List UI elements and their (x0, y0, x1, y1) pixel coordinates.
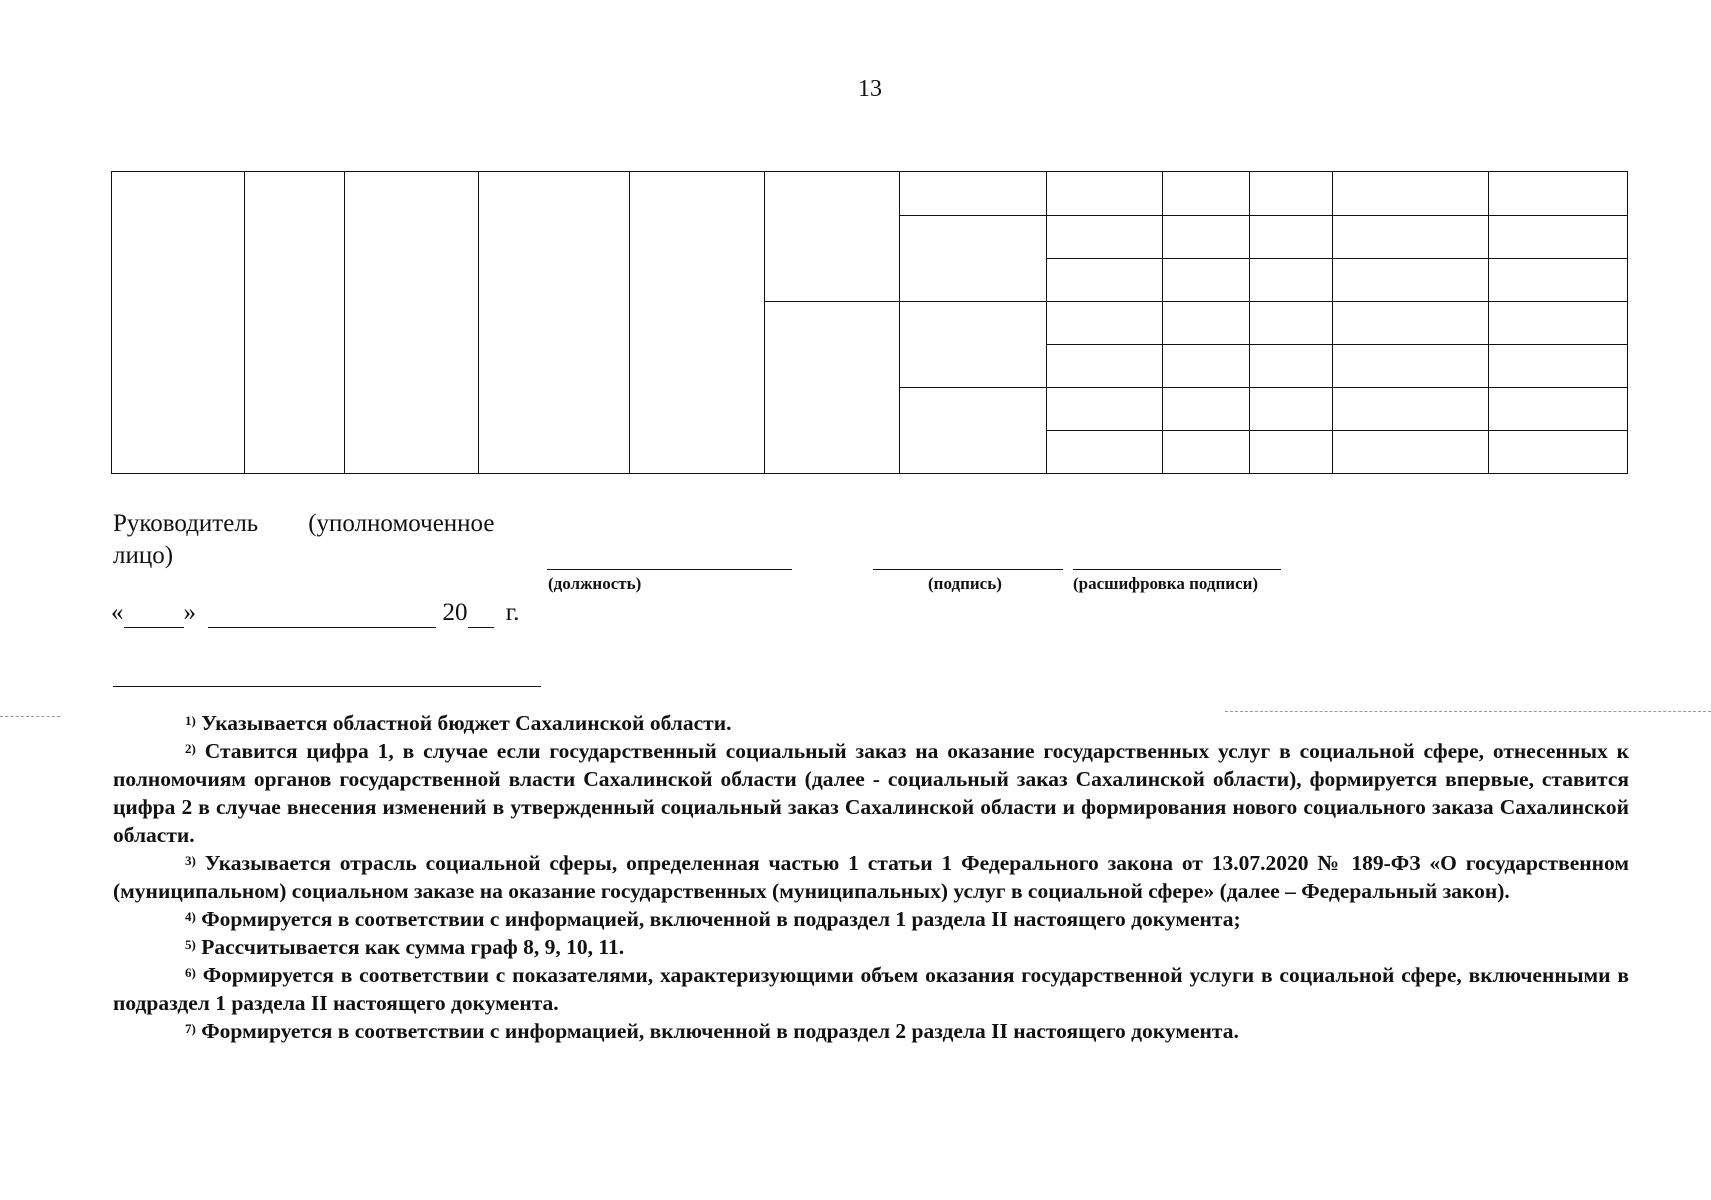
table-row-divider (764, 301, 1627, 302)
footnote-1 (113, 709, 1629, 737)
footnote-7 (113, 1017, 1629, 1045)
table-row-divider (1046, 344, 1627, 345)
table-row-divider (899, 387, 1627, 388)
date-line (111, 599, 519, 628)
footnote-6 (113, 961, 1629, 1017)
signature-title-part2: (уполномоченное (308, 510, 495, 537)
signature-caption: (подпись) (928, 574, 1002, 593)
year-blank (468, 599, 494, 628)
date-close-quote: » (183, 599, 196, 626)
table-column-divider (1046, 172, 1047, 473)
signature-line (873, 569, 1063, 570)
table-column-divider (1249, 172, 1250, 473)
footnote-mark: 7) (185, 1021, 196, 1036)
table-column-divider (1162, 172, 1163, 473)
signature-title-part3: лицо) (113, 542, 174, 569)
signature-title-part1: Руководитель (113, 510, 259, 537)
footnote-mark: 1) (185, 713, 196, 728)
page-number: 13 (858, 76, 882, 102)
footnote-text: Формируется в соответствии с информацией, включенной в подраздел 2 раздела II настоящего документа. (201, 1019, 1239, 1043)
footnote-2 (113, 737, 1629, 849)
footnote-mark: 4) (185, 909, 196, 924)
empty-table-grid (111, 171, 1628, 474)
day-blank (124, 599, 184, 628)
footnote-mark: 5) (185, 937, 196, 952)
year-suffix: г. (505, 599, 520, 626)
position-caption: (должность) (548, 574, 642, 593)
table-column-divider (244, 172, 245, 473)
footnotes (113, 709, 1629, 1045)
table-column-divider (1332, 172, 1333, 473)
year-prefix: 20 (442, 599, 468, 626)
decoding-line (1073, 569, 1281, 570)
footnote-mark: 3) (185, 853, 196, 868)
footnote-5 (113, 933, 1629, 961)
month-blank (208, 599, 436, 628)
footnote-text: Указывается областной бюджет Сахалинской области. (201, 711, 732, 735)
footnote-mark: 2) (185, 741, 196, 756)
table-column-divider (899, 172, 900, 473)
scan-artifact (0, 716, 60, 717)
footnote-text: Ставится цифра 1, в случае если государственный социальный заказ на оказание государственных услуг в социальной сфере, отнесенных к полномочиям органов государственной власти Сахалинской области (далее - социальный заказ Сахалинской области), формируется впервые, ставится цифра 2 в случае внесения изменений в утвержденный социальный заказ Сахалинской области и формирования нового социального заказа Сахалинской области. (113, 739, 1629, 847)
table-row-divider (899, 215, 1627, 216)
footnote-3 (113, 849, 1629, 905)
footnote-text: Формируется в соответствии с информацией, включенной в подраздел 1 раздела II настоящего документа; (201, 907, 1241, 931)
table-column-divider (764, 172, 765, 473)
footnote-text: Формируется в соответствии с показателями, характеризующими объем оказания государственной услуги в социальной сфере, включенными в подраздел 1 раздела II настоящего документа. (113, 963, 1629, 1015)
footnote-separator (113, 686, 541, 687)
table-column-divider (1488, 172, 1489, 473)
table-column-divider (478, 172, 479, 473)
date-open-quote: « (111, 599, 124, 626)
footnote-4 (113, 905, 1629, 933)
table-column-divider (344, 172, 345, 473)
footnote-text: Рассчитывается как сумма граф 8, 9, 10, 11. (201, 935, 625, 959)
position-line (547, 569, 792, 570)
table-column-divider (629, 172, 630, 473)
footnote-mark: 6) (185, 965, 196, 980)
table-row-divider (1046, 258, 1627, 259)
footnote-text: Указывается отрасль социальной сферы, определенная частью 1 статьи 1 Федерального закона от 13.07.2020 № 189-ФЗ «О государственном (муниципальном) социальном заказе на оказание государственных (муниципальных) услуг в социальной сфере» (далее – Федеральный закон). (113, 851, 1629, 903)
signature-title (113, 508, 494, 572)
decoding-caption: (расшифровка подписи) (1073, 574, 1259, 593)
table-row-divider (1046, 430, 1627, 431)
